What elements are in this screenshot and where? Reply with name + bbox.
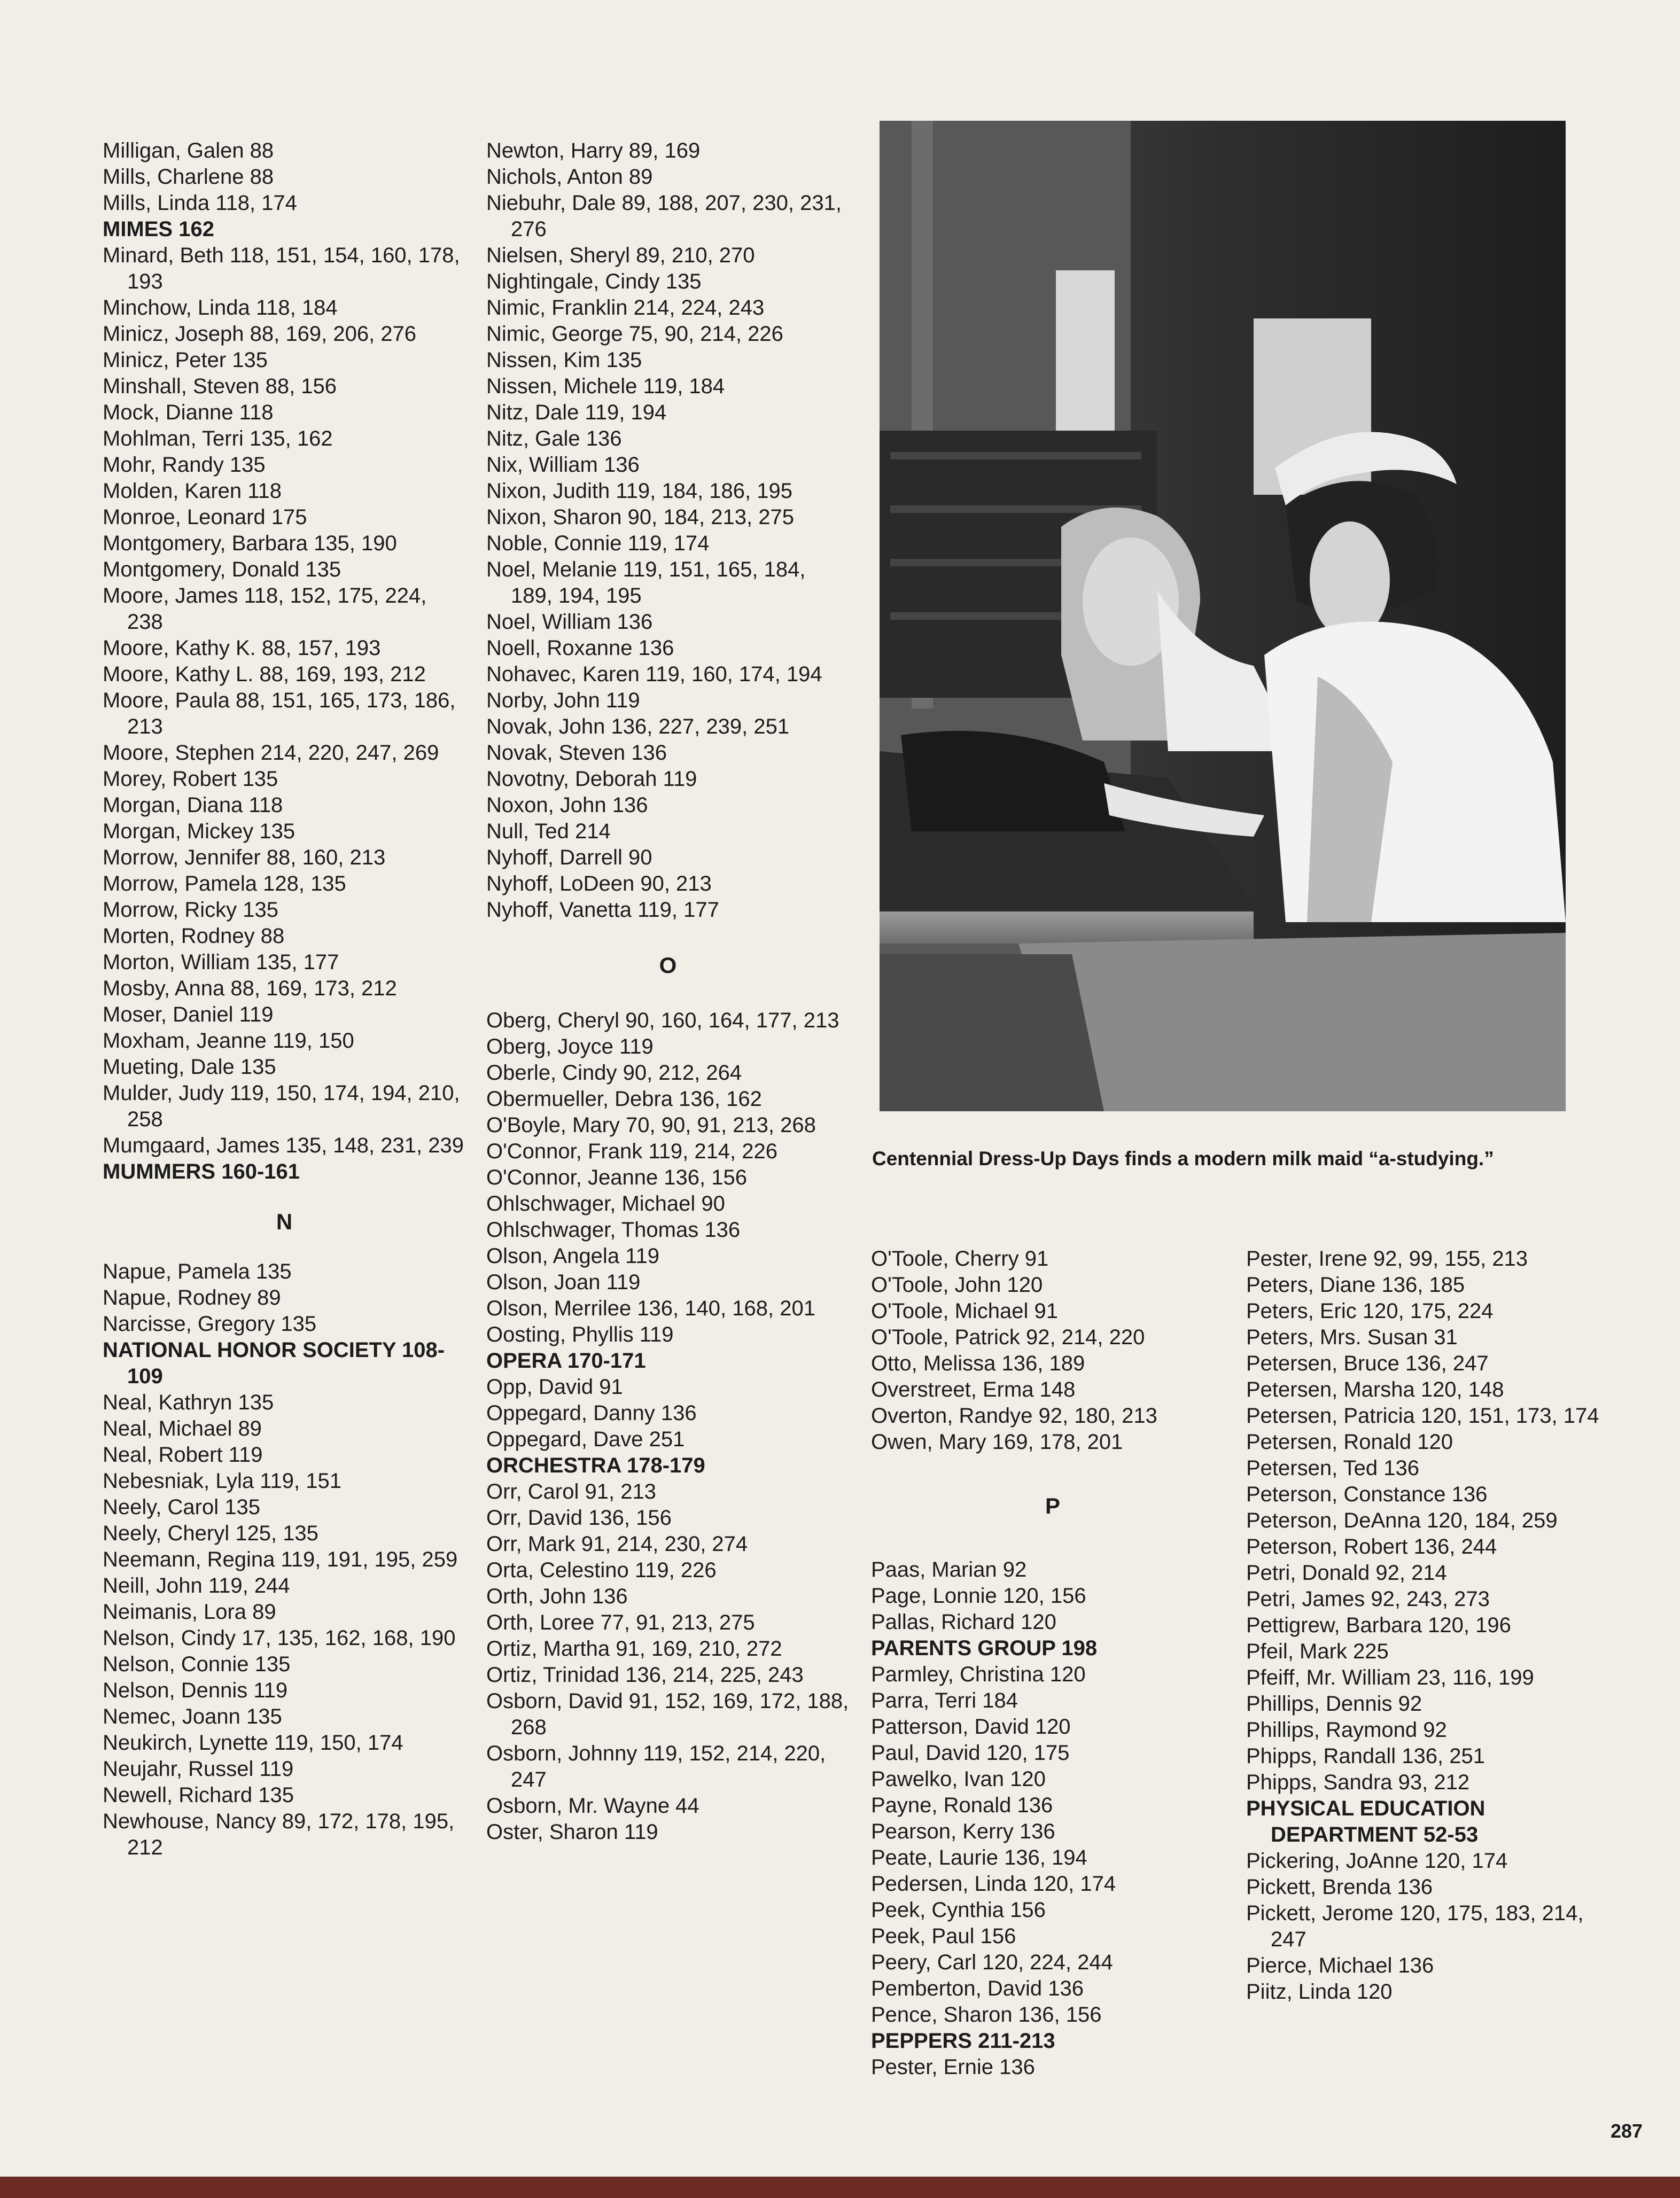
index-entry: Ohlschwager, Michael 90 xyxy=(486,1192,725,1215)
index-entry: Nimic, Franklin 214, 224, 243 xyxy=(486,296,765,319)
index-entry: Monroe, Leonard 175 xyxy=(103,505,307,529)
index-entry: Mills, Linda 118, 174 xyxy=(103,191,297,215)
index-entry: Moxham, Jeanne 119, 150 xyxy=(103,1029,354,1053)
index-entry: Otto, Melissa 136, 189 xyxy=(871,1352,1085,1375)
index-entry: Minicz, Peter 135 xyxy=(103,348,268,372)
index-entry: Morrow, Jennifer 88, 160, 213 xyxy=(103,846,386,869)
index-entry: Nelson, Dennis 119 xyxy=(103,1679,288,1702)
index-entry: Paul, David 120, 175 xyxy=(871,1741,1070,1765)
index-entry: Peterson, DeAnna 120, 184, 259 xyxy=(1246,1509,1558,1532)
index-entry: Noel, William 136 xyxy=(486,610,653,634)
index-entry: Orth, Loree 77, 91, 213, 275 xyxy=(486,1611,755,1634)
index-entry: Petersen, Marsha 120, 148 xyxy=(1246,1378,1504,1401)
index-entry: Newton, Harry 89, 169 xyxy=(486,139,701,162)
index-entry: Noell, Roxanne 136 xyxy=(486,636,674,660)
index-entry: Pemberton, David 136 xyxy=(871,1977,1084,2000)
index-entry: O'Connor, Jeanne 136, 156 xyxy=(486,1166,748,1189)
index-entry: Peek, Cynthia 156 xyxy=(871,1898,1046,1922)
index-entry: Phipps, Randall 136, 251 xyxy=(1246,1744,1485,1768)
index-column-2 xyxy=(486,138,850,1845)
index-entry: Peters, Eric 120, 175, 224 xyxy=(1246,1299,1494,1323)
index-entry: Peek, Paul 156 xyxy=(871,1924,1016,1948)
index-entry: Mulder, Judy 119, 150, 174, 194, 210, 258 xyxy=(103,1081,460,1131)
index-entry: Napue, Rodney 89 xyxy=(103,1286,281,1310)
index-entry: Morton, William 135, 177 xyxy=(103,950,339,974)
index-entry: Petersen, Ronald 120 xyxy=(1246,1430,1453,1454)
index-entry: Pierce, Michael 136 xyxy=(1246,1954,1434,1977)
index-entry: Pester, Ernie 136 xyxy=(871,2055,1035,2079)
index-entry: Obermueller, Debra 136, 162 xyxy=(486,1087,762,1111)
index-entry: Moore, Kathy K. 88, 157, 193 xyxy=(103,636,381,660)
index-entry: Montgomery, Donald 135 xyxy=(103,558,341,581)
index-group-entry: MUMMERS 160-161 xyxy=(103,1160,300,1183)
index-entry: O'Toole, Michael 91 xyxy=(871,1299,1059,1323)
bottom-border xyxy=(0,2177,1680,2198)
index-entry: Overstreet, Erma 148 xyxy=(871,1378,1076,1401)
index-entry: Noxon, John 136 xyxy=(486,793,648,817)
index-entry: Minicz, Joseph 88, 169, 206, 276 xyxy=(103,322,417,346)
index-entry: Neely, Cheryl 125, 135 xyxy=(103,1522,318,1545)
index-entry: Orta, Celestino 119, 226 xyxy=(486,1558,717,1582)
index-entry: Mueting, Dale 135 xyxy=(103,1055,276,1079)
index-entry: Moore, Paula 88, 151, 165, 173, 186, 213 xyxy=(103,689,456,738)
index-entry: Nyhoff, Darrell 90 xyxy=(486,846,652,869)
index-entry: Pfeiff, Mr. William 23, 116, 199 xyxy=(1246,1666,1534,1689)
index-entry: Peters, Mrs. Susan 31 xyxy=(1246,1326,1458,1349)
index-entry: Phillips, Raymond 92 xyxy=(1246,1718,1447,1742)
index-entry: Peate, Laurie 136, 194 xyxy=(871,1846,1087,1869)
index-entry: Newhouse, Nancy 89, 172, 178, 195, 212 xyxy=(103,1810,455,1859)
index-entry: Pallas, Richard 120 xyxy=(871,1610,1056,1634)
index-entry: Newell, Richard 135 xyxy=(103,1783,294,1807)
index-entry: Moore, James 118, 152, 175, 224, 238 xyxy=(103,584,427,634)
index-entry: Neujahr, Russel 119 xyxy=(103,1757,294,1781)
index-entry: Neely, Carol 135 xyxy=(103,1495,260,1519)
index-entry: Osborn, Mr. Wayne 44 xyxy=(486,1794,699,1818)
index-entry: Phillips, Dennis 92 xyxy=(1246,1692,1422,1716)
index-entry: Noble, Connie 119, 174 xyxy=(486,532,710,555)
index-entry: Peterson, Robert 136, 244 xyxy=(1246,1535,1497,1558)
index-entry: Nitz, Gale 136 xyxy=(486,427,622,450)
section-letter: O xyxy=(659,953,677,978)
page-number: 287 xyxy=(1611,2120,1643,2142)
index-entry: Nelson, Cindy 17, 135, 162, 168, 190 xyxy=(103,1626,456,1650)
index-group-entry: PARENTS GROUP 198 xyxy=(871,1636,1098,1660)
index-entry: Morten, Rodney 88 xyxy=(103,924,285,948)
index-entry: Neal, Michael 89 xyxy=(103,1417,262,1440)
index-entry: Piitz, Linda 120 xyxy=(1246,1980,1393,2004)
section-letter: N xyxy=(276,1209,293,1234)
index-entry: Minchow, Linda 118, 184 xyxy=(103,296,338,319)
index-entry: Pickett, Brenda 136 xyxy=(1246,1875,1433,1899)
index-entry: Neal, Kathryn 135 xyxy=(103,1391,274,1414)
index-group-entry: PEPPERS 211-213 xyxy=(871,2029,1055,2053)
index-entry: Oberle, Cindy 90, 212, 264 xyxy=(486,1061,742,1085)
index-entry: Nissen, Michele 119, 184 xyxy=(486,375,725,398)
index-entry: O'Toole, Cherry 91 xyxy=(871,1247,1049,1271)
index-entry: Nichols, Anton 89 xyxy=(486,165,653,189)
index-entry: O'Boyle, Mary 70, 90, 91, 213, 268 xyxy=(486,1113,816,1137)
index-entry: Noel, Melanie 119, 151, 165, 184, 189, 194, 195 xyxy=(486,558,806,607)
index-entry: Molden, Karen 118 xyxy=(103,479,282,503)
index-entry: Mumgaard, James 135, 148, 231, 239 xyxy=(103,1134,464,1157)
index-entry: Petersen, Bruce 136, 247 xyxy=(1246,1352,1489,1375)
index-entry: Oberg, Cheryl 90, 160, 164, 177, 213 xyxy=(486,1009,839,1032)
index-entry: Norby, John 119 xyxy=(486,689,640,712)
index-entry: Oosting, Phyllis 119 xyxy=(486,1323,674,1346)
index-entry: Nelson, Connie 135 xyxy=(103,1653,291,1676)
index-entry: Nixon, Sharon 90, 184, 213, 275 xyxy=(486,505,794,529)
index-entry: Ohlschwager, Thomas 136 xyxy=(486,1218,741,1242)
index-entry: Ortiz, Trinidad 136, 214, 225, 243 xyxy=(486,1663,804,1687)
index-group-entry: MIMES 162 xyxy=(103,217,214,241)
index-entry: Peterson, Constance 136 xyxy=(1246,1483,1488,1506)
index-entry: Neill, John 119, 244 xyxy=(103,1574,290,1597)
index-entry: Minshall, Steven 88, 156 xyxy=(103,375,337,398)
index-entry: O'Toole, John 120 xyxy=(871,1273,1043,1297)
index-entry: Novak, John 136, 227, 239, 251 xyxy=(486,715,790,738)
index-entry: Overton, Randye 92, 180, 213 xyxy=(871,1404,1157,1428)
photo xyxy=(880,121,1566,1111)
index-entry: Nightingale, Cindy 135 xyxy=(486,270,702,293)
index-entry: Orr, Carol 91, 213 xyxy=(486,1480,656,1503)
index-entry: Nemec, Joann 135 xyxy=(103,1705,282,1728)
index-group-entry: ORCHESTRA 178-179 xyxy=(486,1454,705,1477)
index-entry: Novotny, Deborah 119 xyxy=(486,767,697,791)
index-entry: Neal, Robert 119 xyxy=(103,1443,263,1467)
index-group-entry: NATIONAL HONOR SOCIETY 108-109 xyxy=(103,1338,445,1388)
index-entry: Peters, Diane 136, 185 xyxy=(1246,1273,1465,1297)
index-entry: Napue, Pamela 135 xyxy=(103,1260,292,1283)
index-entry: Oppegard, Danny 136 xyxy=(486,1401,697,1425)
index-entry: Parmley, Christina 120 xyxy=(871,1663,1086,1686)
index-entry: Owen, Mary 169, 178, 201 xyxy=(871,1430,1123,1454)
index-entry: O'Toole, Patrick 92, 214, 220 xyxy=(871,1326,1145,1349)
index-entry: Mosby, Anna 88, 169, 173, 212 xyxy=(103,977,397,1000)
index-entry: Olson, Angela 119 xyxy=(486,1244,659,1268)
index-entry: Morrow, Pamela 128, 135 xyxy=(103,872,346,895)
index-entry: Minard, Beth 118, 151, 154, 160, 178, 193 xyxy=(103,244,460,293)
index-entry: Oster, Sharon 119 xyxy=(486,1820,658,1844)
index-entry: Orth, John 136 xyxy=(486,1585,628,1608)
photo-illustration xyxy=(880,121,1566,1111)
index-entry: Neimanis, Lora 89 xyxy=(103,1600,276,1624)
index-entry: Page, Lonnie 120, 156 xyxy=(871,1584,1086,1608)
index-entry: Mohr, Randy 135 xyxy=(103,453,266,477)
index-entry: Nimic, George 75, 90, 214, 226 xyxy=(486,322,783,346)
index-column-4 xyxy=(1246,1246,1609,2005)
index-column-1 xyxy=(103,138,466,1861)
index-entry: Montgomery, Barbara 135, 190 xyxy=(103,532,397,555)
index-entry: Olson, Merrilee 136, 140, 168, 201 xyxy=(486,1297,815,1320)
index-entry: Osborn, Johnny 119, 152, 214, 220, 247 xyxy=(486,1742,826,1791)
index-entry: Novak, Steven 136 xyxy=(486,741,667,765)
section-letter: P xyxy=(1045,1493,1060,1518)
index-entry: Pester, Irene 92, 99, 155, 213 xyxy=(1246,1247,1528,1271)
index-entry: Mock, Dianne 118 xyxy=(103,401,274,424)
index-entry: Oberg, Joyce 119 xyxy=(486,1035,654,1058)
index-entry: Petri, James 92, 243, 273 xyxy=(1246,1587,1490,1611)
index-group-entry: OPERA 170-171 xyxy=(486,1349,646,1373)
index-entry: Mills, Charlene 88 xyxy=(103,165,274,189)
index-entry: Null, Ted 214 xyxy=(486,820,611,843)
index-entry: Nix, William 136 xyxy=(486,453,640,477)
index-entry: Nissen, Kim 135 xyxy=(486,348,642,372)
index-entry: Nielsen, Sheryl 89, 210, 270 xyxy=(486,244,755,267)
index-entry: Nixon, Judith 119, 184, 186, 195 xyxy=(486,479,793,503)
index-entry: Ortiz, Martha 91, 169, 210, 272 xyxy=(486,1637,782,1661)
index-entry: Neemann, Regina 119, 191, 195, 259 xyxy=(103,1548,458,1571)
index-entry: Milligan, Galen 88 xyxy=(103,139,274,162)
photo-caption: Centennial Dress-Up Days finds a modern milk maid “a-studying.” xyxy=(872,1148,1494,1170)
index-entry: Mohlman, Terri 135, 162 xyxy=(103,427,333,450)
index-entry: Pawelko, Ivan 120 xyxy=(871,1767,1046,1791)
index-entry: Pence, Sharon 136, 156 xyxy=(871,2003,1102,2026)
index-entry: Narcisse, Gregory 135 xyxy=(103,1312,317,1336)
index-entry: Morgan, Mickey 135 xyxy=(103,820,295,843)
index-entry: Petersen, Ted 136 xyxy=(1246,1456,1419,1480)
index-entry: Nyhoff, LoDeen 90, 213 xyxy=(486,872,712,895)
index-entry: Morrow, Ricky 135 xyxy=(103,898,278,922)
index-entry: Olson, Joan 119 xyxy=(486,1271,641,1294)
index-entry: Petersen, Patricia 120, 151, 173, 174 xyxy=(1246,1404,1599,1428)
index-entry: Nebesniak, Lyla 119, 151 xyxy=(103,1469,341,1493)
index-entry: Nyhoff, Vanetta 119, 177 xyxy=(486,898,719,922)
index-entry: Pearson, Kerry 136 xyxy=(871,1820,1055,1843)
index-entry: Moser, Daniel 119 xyxy=(103,1003,274,1026)
index-entry: Neukirch, Lynette 119, 150, 174 xyxy=(103,1731,403,1755)
index-entry: Paas, Marian 92 xyxy=(871,1558,1027,1581)
index-entry: Nohavec, Karen 119, 160, 174, 194 xyxy=(486,662,822,686)
index-entry: Opp, David 91 xyxy=(486,1375,623,1399)
index-entry: Moore, Kathy L. 88, 169, 193, 212 xyxy=(103,662,426,686)
index-group-entry: PHYSICAL EDUCATION DEPARTMENT 52-53 xyxy=(1246,1797,1485,1846)
index-entry: Pedersen, Linda 120, 174 xyxy=(871,1872,1116,1896)
index-column-3 xyxy=(871,1246,1234,2080)
index-entry: Payne, Ronald 136 xyxy=(871,1794,1053,1817)
index-entry: Oppegard, Dave 251 xyxy=(486,1428,685,1451)
index-entry: Parra, Terri 184 xyxy=(871,1689,1018,1712)
index-entry: Nitz, Dale 119, 194 xyxy=(486,401,667,424)
index-entry: Osborn, David 91, 152, 169, 172, 188, 268 xyxy=(486,1689,849,1739)
index-entry: Peery, Carl 120, 224, 244 xyxy=(871,1951,1113,1974)
index-entry: Orr, David 136, 156 xyxy=(486,1506,672,1530)
index-entry: Morgan, Diana 118 xyxy=(103,793,283,817)
index-entry: Pickering, JoAnne 120, 174 xyxy=(1246,1849,1508,1873)
index-entry: Pfeil, Mark 225 xyxy=(1246,1640,1389,1663)
index-entry: Petri, Donald 92, 214 xyxy=(1246,1561,1447,1585)
index-entry: Morey, Robert 135 xyxy=(103,767,278,791)
index-entry: Pettigrew, Barbara 120, 196 xyxy=(1246,1614,1511,1637)
index-entry: Patterson, David 120 xyxy=(871,1715,1071,1739)
index-entry: Niebuhr, Dale 89, 188, 207, 230, 231, 276 xyxy=(486,191,842,241)
index-entry: O'Connor, Frank 119, 214, 226 xyxy=(486,1140,778,1163)
index-entry: Orr, Mark 91, 214, 230, 274 xyxy=(486,1532,748,1556)
index-entry: Phipps, Sandra 93, 212 xyxy=(1246,1771,1470,1794)
index-entry: Moore, Stephen 214, 220, 247, 269 xyxy=(103,741,439,765)
index-entry: Pickett, Jerome 120, 175, 183, 214, 247 xyxy=(1246,1901,1584,1951)
